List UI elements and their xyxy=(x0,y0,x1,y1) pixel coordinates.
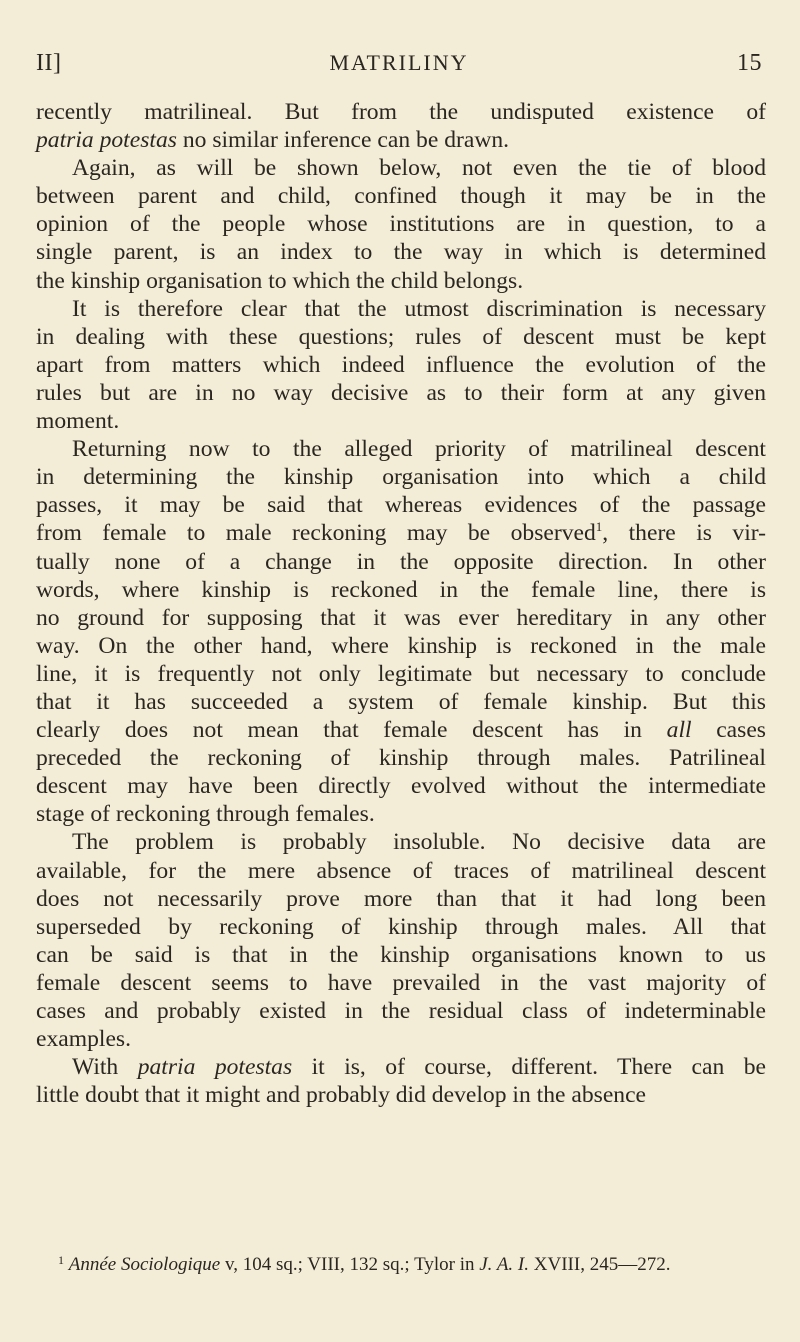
running-header xyxy=(36,50,762,84)
text-line: cases and probably existed in the residual class of indeterminable xyxy=(36,998,766,1024)
text-line: little doubt that it might and probably did develop in the absence xyxy=(36,1082,647,1109)
footnote xyxy=(58,1254,770,1276)
text-line: opinion of the people whose institutions are in question, to a xyxy=(36,211,766,238)
body-text xyxy=(36,98,766,1109)
text-line: that it has succeeded a system of female kinship. But this xyxy=(36,688,766,715)
text-line: from female to male reckoning may be observed$^1$, there is vir- xyxy=(36,519,767,547)
text-line: no ground for supposing that it was ever hereditary in any other xyxy=(36,604,766,631)
text-line: clearly does not mean that female descent has in all cases xyxy=(36,717,766,744)
text-line: female descent seems to have prevailed in the vast majority of xyxy=(36,969,766,996)
text-line: passes, it may be said that whereas evidences of the passage xyxy=(36,492,766,519)
running-title: MATRILINY xyxy=(329,50,469,75)
text-line: moment. xyxy=(36,408,120,435)
text-line: The problem is probably insoluble. No decisive data are xyxy=(72,829,766,856)
text-line: patria potestas no similar inference can be drawn. xyxy=(36,127,510,154)
text-line: It is therefore clear that the utmost discrimination is necessary xyxy=(72,295,766,322)
text-line: the kinship organisation to which the child belongs. xyxy=(36,267,524,294)
text-line: superseded by reckoning of kinship through males. All that xyxy=(36,913,766,940)
text-line: single parent, is an index to the way in which is determined xyxy=(36,239,766,266)
text-line: in determining the kinship organisation into which a child xyxy=(36,464,766,491)
text-line: With patria potestas it is, of course, different. There can be xyxy=(72,1054,766,1081)
text-line: can be said is that in the kinship organisations known to us xyxy=(36,941,766,968)
text-line: rules but are in no way decisive as to their form at any given xyxy=(36,379,766,406)
text-line: between parent and child, confined though it may be in the xyxy=(36,183,766,210)
text-line: way. On the other hand, where kinship is reckoned in the male xyxy=(36,632,766,659)
text-line: in dealing with these questions; rules of descent must be kept xyxy=(36,323,766,350)
text-line: available, for the mere absence of traces of matrilineal descent xyxy=(36,857,766,884)
text-line: Returning now to the alleged priority of matrilineal descent xyxy=(72,436,766,463)
footnote-ref: XVIII, 245—272. xyxy=(529,1254,671,1275)
text-line: words, where kinship is reckoned in the female line, there is xyxy=(36,576,766,603)
text-line: recently matrilineal. But from the undisputed existence of xyxy=(36,99,766,125)
footnote-text: v, 104 sq.; VIII, 132 sq.; Tylor in xyxy=(220,1254,480,1275)
text-line: Again, as will be shown below, not even the tie of blood xyxy=(72,155,766,182)
text-line: line, it is frequently not only legitimate but necessary to conclude xyxy=(36,660,766,687)
footnote-source: J. A. I. xyxy=(479,1254,530,1275)
text-line: stage of reckoning through females. xyxy=(36,801,375,828)
text-line: preceded the reckoning of kinship through males. Patrilineal xyxy=(36,745,766,772)
text-line: tually none of a change in the opposite direction. In other xyxy=(36,548,766,575)
text-line: does not necessarily prove more than that it had long been xyxy=(36,885,766,912)
footnote-marker: 1 xyxy=(58,1253,64,1267)
footnote-journal: Année Sociologique xyxy=(68,1254,221,1275)
chapter-marker: II] xyxy=(36,50,62,76)
text-line: apart from matters which indeed influence the evolution of the xyxy=(36,351,766,378)
page-number: 15 xyxy=(737,50,762,76)
text-line: examples. xyxy=(36,1026,131,1053)
text-line: descent may have been directly evolved without the intermediate xyxy=(36,773,766,800)
